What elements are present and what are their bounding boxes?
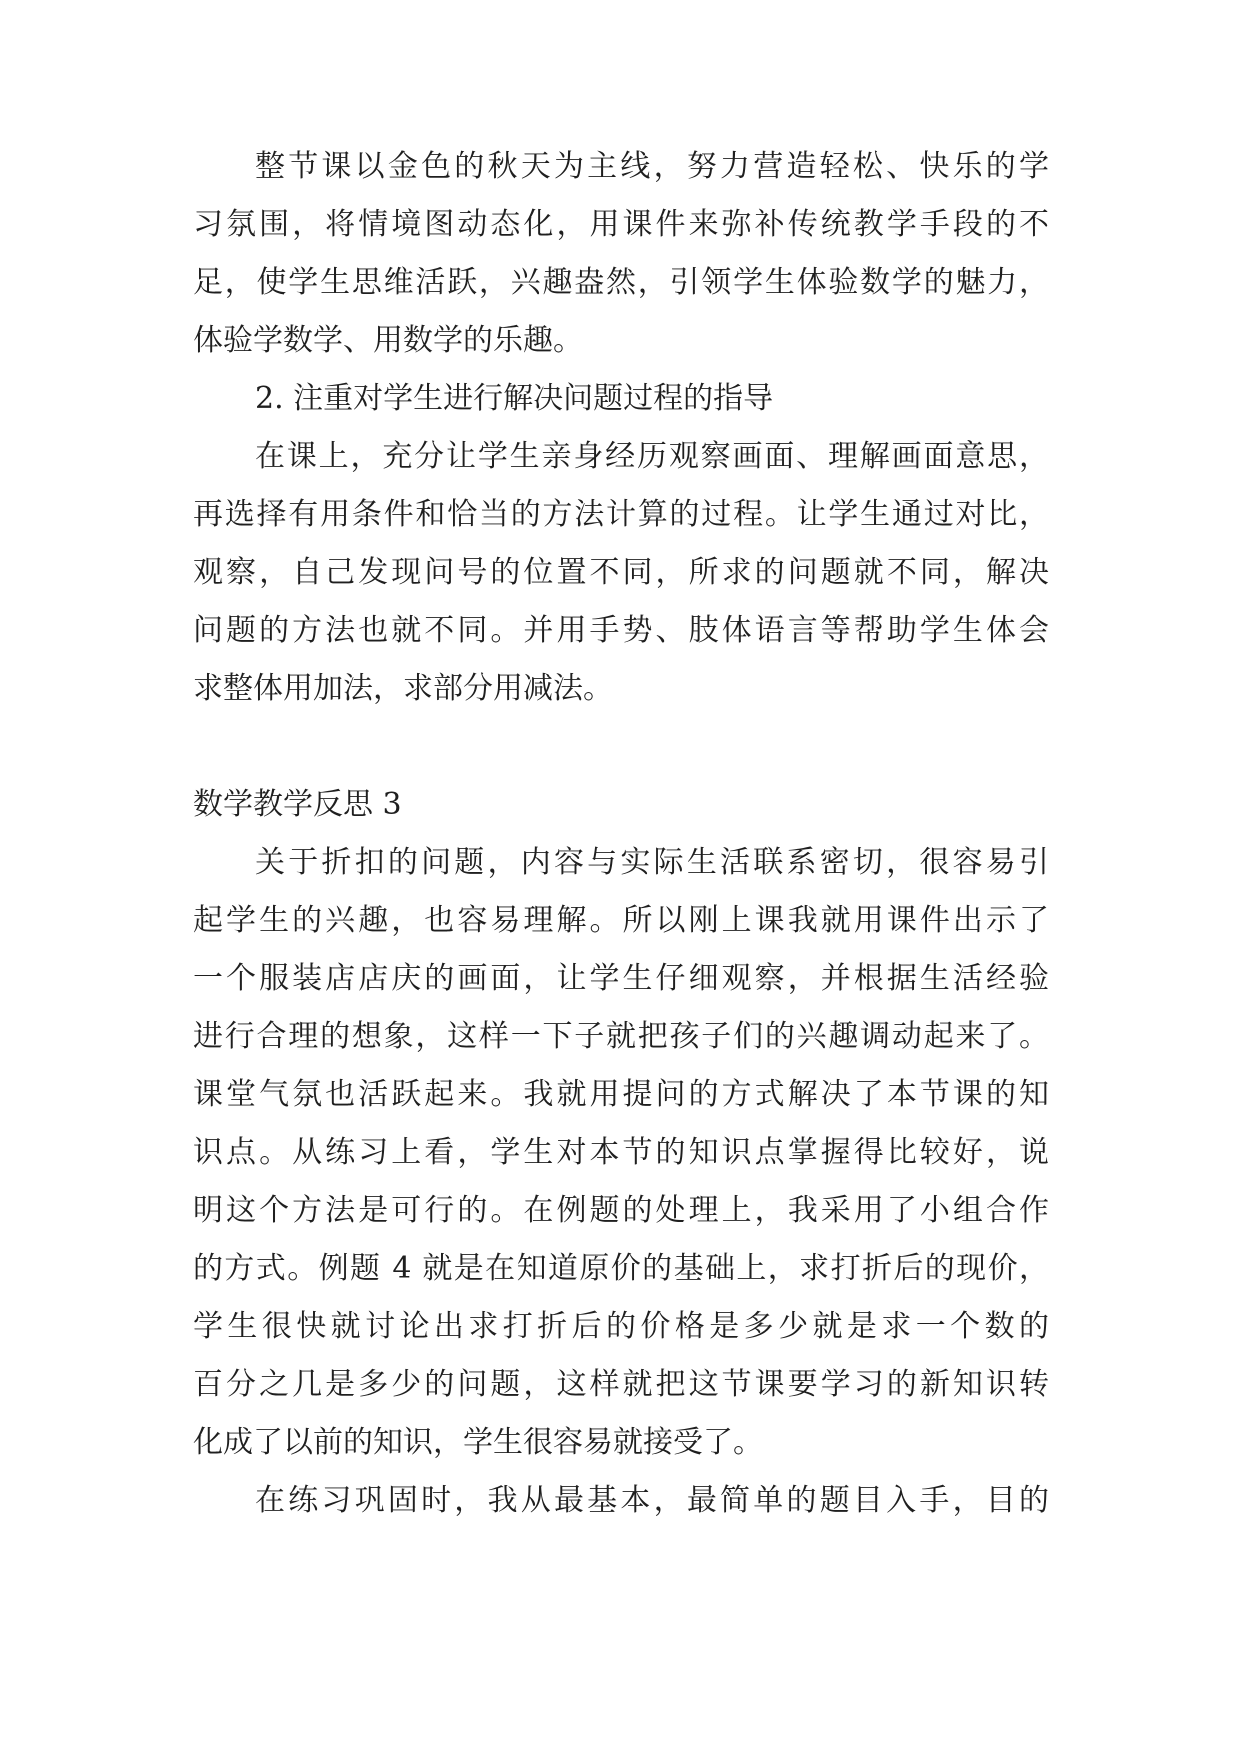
text-line: 整节课以金色的秋天为主线，努力营造轻松、快乐的学 <box>255 149 1049 184</box>
text-line: 体验学数学、用数学的乐趣。 <box>193 323 583 358</box>
subheading-block <box>193 370 1049 428</box>
text-line: 化成了以前的知识，学生很容易就接受了。 <box>193 1425 763 1460</box>
text-line: 百分之几是多少的问题，这样就把这节课要学习的新知识转 <box>193 1367 1049 1402</box>
text-line: 在练习巩固时，我从最基本，最简单的题目入手，目的 <box>255 1483 1049 1518</box>
paragraph-intro <box>193 138 1049 370</box>
text-line: 足，使学生思维活跃，兴趣盎然，引领学生体验数学的魅力， <box>193 265 1049 300</box>
text-line: 习氛围，将情境图动态化，用课件来弥补传统教学手段的不 <box>193 207 1049 242</box>
section-title: 数学教学反思 3 <box>193 787 402 822</box>
text-line: 在课上，充分让学生亲身经历观察画面、理解画面意思， <box>255 439 1049 474</box>
paragraph-discount <box>193 834 1049 1472</box>
subheading: 2. 注重对学生进行解决问题过程的指导 <box>255 381 774 416</box>
text-line: 关于折扣的问题，内容与实际生活联系密切，很容易引 <box>255 845 1049 880</box>
paragraph-practice <box>193 1472 1049 1530</box>
text-line: 课堂气氛也活跃起来。我就用提问的方式解决了本节课的知 <box>193 1077 1049 1112</box>
text-line: 求整体用加法，求部分用减法。 <box>193 671 613 706</box>
text-line: 观察，自己发现问号的位置不同，所求的问题就不同，解决 <box>193 555 1049 590</box>
text-line: 起学生的兴趣，也容易理解。所以刚上课我就用课件出示了 <box>193 903 1049 938</box>
text-line: 进行合理的想象，这样一下子就把孩子们的兴趣调动起来了。 <box>193 1019 1049 1054</box>
text-line: 问题的方法也就不同。并用手势、肢体语言等帮助学生体会 <box>193 613 1049 648</box>
text-line: 明这个方法是可行的。在例题的处理上，我采用了小组合作 <box>193 1193 1049 1228</box>
text-line: 的方式。例题 4 就是在知道原价的基础上，求打折后的现价， <box>193 1251 1049 1286</box>
paragraph-guidance <box>193 428 1049 718</box>
text-line: 学生很快就讨论出求打折后的价格是多少就是求一个数的 <box>193 1309 1049 1344</box>
section-title-block <box>193 776 1049 834</box>
text-line: 再选择有用条件和恰当的方法计算的过程。让学生通过对比， <box>193 497 1049 532</box>
text-line: 一个服装店店庆的画面，让学生仔细观察，并根据生活经验 <box>193 961 1049 996</box>
text-line: 识点。从练习上看，学生对本节的知识点掌握得比较好，说 <box>193 1135 1049 1170</box>
